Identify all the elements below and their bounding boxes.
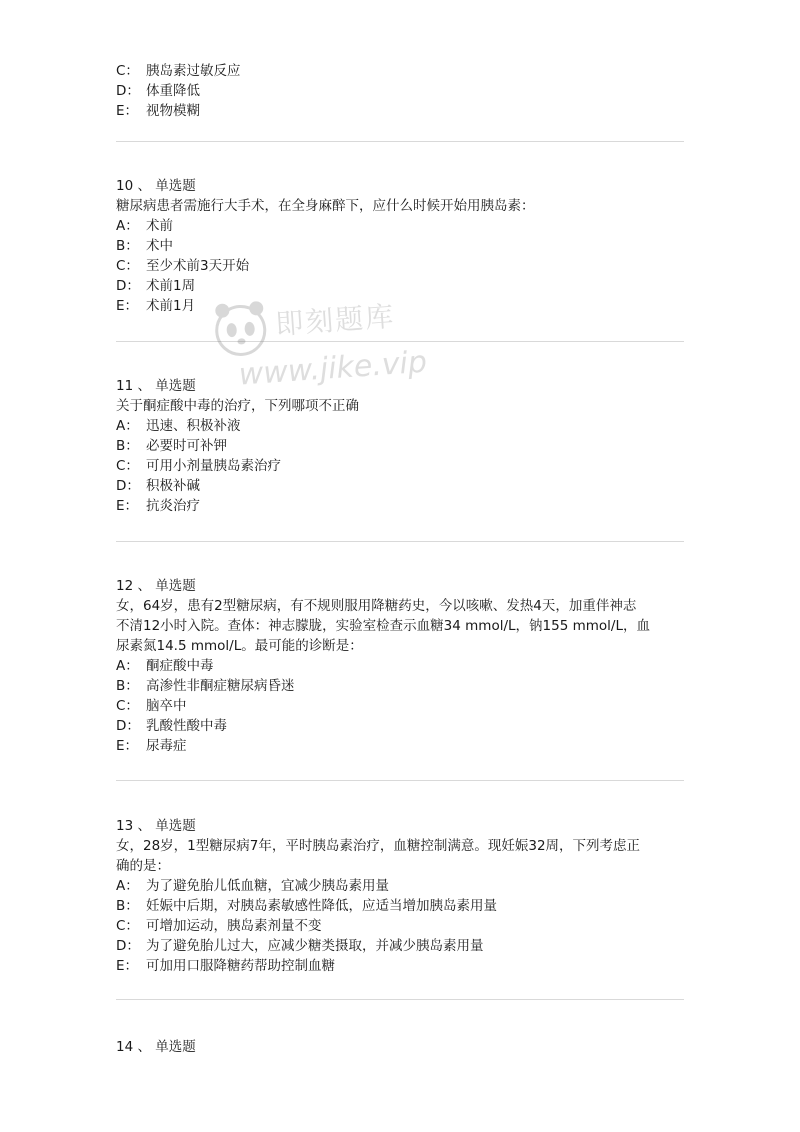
question-number: 14 、 单选题 <box>116 1039 196 1055</box>
option-d: D： 乳酸性酸中毒 <box>116 718 227 734</box>
option-a: A： 为了避免胎儿低血糖，宜减少胰岛素用量 <box>116 878 389 894</box>
question-11 <box>116 376 684 516</box>
option-e: E： 抗炎治疗 <box>116 498 200 514</box>
option-a: A： 术前 <box>116 218 173 234</box>
option-b: B： 术中 <box>116 238 173 254</box>
question-stem-line: 女，64岁，患有2型糖尿病，有不规则服用降糖药史，今以咳嗽、发热4天，加重伴神志 <box>116 598 637 614</box>
watermark-url: www.jike.vip <box>237 344 429 393</box>
option-d: D： 积极补碱 <box>116 478 200 494</box>
question-12 <box>116 576 684 756</box>
option-c: C： 可增加运动，胰岛素剂量不变 <box>116 918 322 934</box>
option-d: D： 体重降低 <box>116 83 200 99</box>
divider <box>116 141 684 142</box>
question-stem: 关于酮症酸中毒的治疗，下列哪项不正确 <box>116 398 359 414</box>
top-options <box>116 61 684 121</box>
option-c: C： 胰岛素过敏反应 <box>116 63 241 79</box>
option-e: E： 视物模糊 <box>116 103 200 119</box>
question-10 <box>116 176 684 316</box>
option-e: E： 可加用口服降糖药帮助控制血糖 <box>116 958 335 974</box>
question-stem-line: 女，28岁，1型糖尿病7年，平时胰岛素治疗，血糖控制满意。现妊娠32周，下列考虑正 <box>116 838 641 854</box>
option-e: E： 术前1月 <box>116 298 196 314</box>
option-c: C： 至少术前3天开始 <box>116 258 250 274</box>
question-number: 11 、 单选题 <box>116 378 196 394</box>
option-a: A： 酮症酸中毒 <box>116 658 214 674</box>
question-number: 12 、 单选题 <box>116 578 196 594</box>
question-number: 13 、 单选题 <box>116 818 196 834</box>
option-b: B： 高渗性非酮症糖尿病昏迷 <box>116 678 295 694</box>
option-a: A： 迅速、积极补液 <box>116 418 241 434</box>
divider <box>116 999 684 1000</box>
option-d: D： 为了避免胎儿过大，应减少糖类摄取，并减少胰岛素用量 <box>116 938 484 954</box>
option-d: D： 术前1周 <box>116 278 196 294</box>
option-b: B： 妊娠中后期，对胰岛素敏感性降低，应适当增加胰岛素用量 <box>116 898 497 914</box>
question-stem-line: 尿素氮14.5 mmol/L。最可能的诊断是： <box>116 638 363 654</box>
question-stem-line: 确的是： <box>116 858 170 874</box>
question-number: 10 、 单选题 <box>116 178 196 194</box>
option-b: B： 必要时可补钾 <box>116 438 227 454</box>
divider <box>116 780 684 781</box>
question-stem-line: 不清12小时入院。查体：神志朦胧，实验室检查示血糖34 mmol/L，钠155 mmol/L，血 <box>116 618 650 634</box>
divider <box>116 341 684 342</box>
option-e: E： 尿毒症 <box>116 738 187 754</box>
watermark-brand: 即刻题库 <box>274 299 397 341</box>
option-c: C： 可用小剂量胰岛素治疗 <box>116 458 281 474</box>
option-c: C： 脑卒中 <box>116 698 187 714</box>
divider <box>116 541 684 542</box>
question-stem: 糖尿病患者需施行大手术，在全身麻醉下，应什么时候开始用胰岛素： <box>116 198 535 214</box>
question-13 <box>116 816 684 976</box>
